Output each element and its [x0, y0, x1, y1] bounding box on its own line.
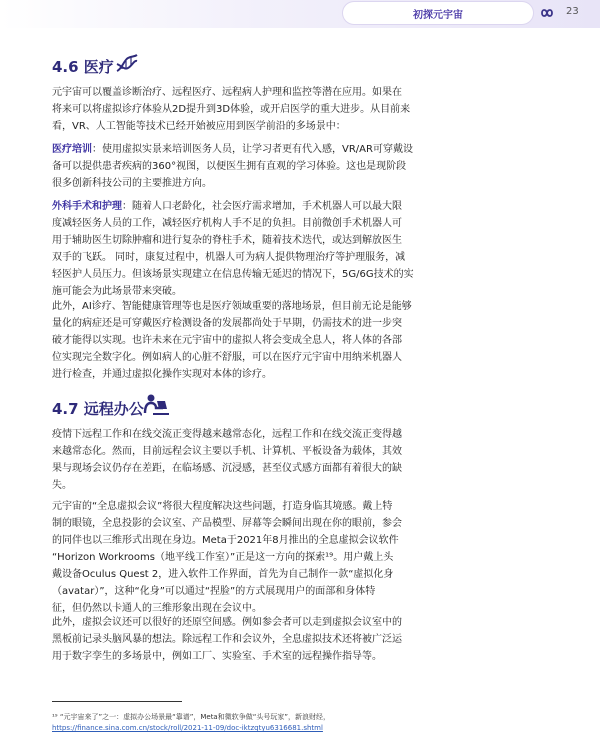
infinity-logo-icon	[537, 5, 557, 21]
text-medical-training: ：使用虚拟实景来培训医务人员，让学习者更有代入感，VR/AR可穿戴设 备可以提供患者疾病的360°视图，以便医生拥有直观的学习体验。这也是现阶段 很多创新科技公司的主要推进方向。	[52, 144, 413, 189]
section-heading-remote-office: 4.7 远程办公	[52, 400, 144, 418]
paragraph-ai-diagnosis: 此外，AI诊疗、智能健康管理等也是医疗领域重要的落地场景，但目前无论是能够 量化的病症还是可穿戴医疗检测设备的发展都尚处于早期，仍需技术的进一步突 破才能得以实现。也许未来在元宇宙中的虚拟人将会变成全息人，将人体的各部 位实现完全数字化。例如病人的心脏不舒服，可以在医疗元宇宙中用纳米机器人 进行检查，并通过虚拟化操作实现对本体的诊疗。	[52, 301, 412, 380]
section-heading-medical: 4.6 医疗	[52, 58, 114, 76]
lead-surgery-care: 外科手术和护理	[52, 201, 122, 212]
paragraph-remote-intro: 疫情下远程工作和在线交流正变得越来越常态化，远程工作和在线交流正变得越 来越常态化。然而，目前远程会议主要以手机、计算机、平板设备为载体，其效 果与现场会议仍存在差距，在临场感、沉浸感，甚至仪式感方面都有着很大的缺 失。	[52, 429, 402, 491]
dna-icon	[114, 52, 140, 78]
header-title: 初探元宇宙	[343, 2, 533, 24]
paragraph-spatial-sense: 此外，虚拟会议还可以很好的还原空间感。例如参会者可以走到虚拟会议室中的 黑板前记录头脑风暴的想法。除远程工作和会议外，全息虚拟技术还将被广泛运 用于数字孪生的多场景中，例如工厂、实验室、手术室的远程操作指导等。	[52, 617, 402, 662]
paragraph-surgery-care	[52, 198, 562, 300]
footnote-link[interactable]: https://finance.sina.com.cn/stock/roll/2021-11-09/doc-iktzqtyu6316681.shtml	[52, 724, 323, 732]
page-number: 23	[566, 6, 579, 17]
text-surgery-care: ：随着人口老龄化，社会医疗需求增加，手术机器人可以最大限 度减轻医务人员的工作，减轻医疗机构人手不足的负担。目前微创手术机器人可 用于辅助医生切除肿瘤和进行复杂的脊柱手术，随着技术迭代，或达到解放医生 双手的飞跃。 同时，康复过程中，机器人可为病人提供物理治疗等护理服务，减 轻医护人员压力。但该场景实现建立在信息传输无延迟的情况下，5G/6G技术的实 施可能会为此场景带来突破。	[52, 201, 414, 297]
lead-medical-training: 医疗培训	[52, 144, 92, 155]
paragraph-medical-intro: 元宇宙可以覆盖诊断治疗、远程医疗、远程病人护理和监控等潜在应用。如果在 将来可以将虚拟诊疗体验从2D提升到3D体验，或开启医学的重大进步。从目前来 看，VR、人工智能等技术已经开始被应用到医学前沿的多场景中：	[52, 87, 411, 132]
footnote-text: ¹⁹ “元宇宙来了”之一：虚拟办公场景最“靠谱”，Meta和微软争做“头号玩家”，新浪财经，	[52, 713, 330, 721]
person-at-laptop-icon	[143, 393, 171, 421]
footnote-divider	[52, 701, 182, 702]
paragraph-medical-training	[52, 141, 562, 192]
paragraph-holographic-meeting: 元宇宙的“全息虚拟会议”将很大程度解决这些问题，打造身临其境感。戴上特 制的眼镜，全息投影的会议室、产品模型、屏幕等会瞬间出现在你的眼前，参会 的同伴也以三维形式出现在身边。Meta于2021年8月推出的全息虚拟会议软件 “Horizon Workrooms（地平线工作室）”正是这一方向的探索¹⁹。用户戴上头 戴设备Oculus Quest 2，进入软件工作界面，首先为自己制作一款“虚拟化身 （avatar）”，这种“化身”可以通过“捏脸”的方式展现用户的面部和身体特 征，但仍然以卡通人的三维形象出现在会议中。	[52, 501, 402, 614]
